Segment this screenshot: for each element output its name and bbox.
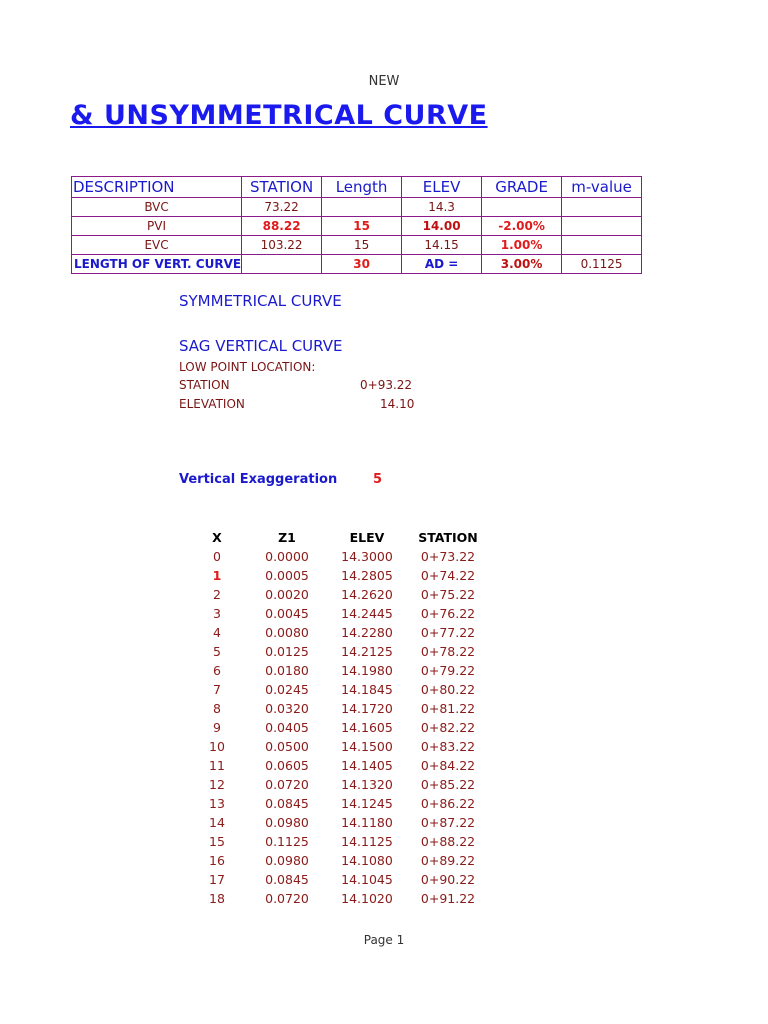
evc-elev: 14.15 (402, 236, 482, 255)
col-header-station: STATION (418, 530, 478, 545)
evc-length: 15 (322, 236, 402, 255)
bvc-elev: 14.3 (402, 198, 482, 217)
z1-cell: 0.0980 (265, 853, 309, 868)
table-row (186, 889, 488, 908)
bvc-m (562, 198, 642, 217)
x-cell: 4 (213, 625, 221, 640)
elev-cell: 14.1720 (341, 701, 393, 716)
length-row-station (242, 255, 322, 274)
x-cell: 18 (209, 891, 225, 906)
elev-cell: 14.1500 (341, 739, 393, 754)
z1-cell: 0.0405 (265, 720, 309, 735)
col-header-z1: Z1 (278, 530, 296, 545)
summary-row-evc (72, 236, 642, 255)
station-cell: 0+82.22 (420, 720, 476, 735)
bvc-length (322, 198, 402, 217)
station-cell: 0+80.22 (420, 682, 476, 697)
sag-curve-heading: SAG VERTICAL CURVE (179, 337, 343, 355)
summary-table (71, 176, 642, 274)
x-cell: 2 (213, 587, 221, 602)
table-row (186, 870, 488, 889)
station-cell: 0+79.22 (420, 663, 476, 678)
station-cell: 0+73.22 (420, 549, 476, 564)
station-cell: 0+91.22 (420, 891, 476, 906)
x-cell: 7 (213, 682, 221, 697)
table-row (186, 737, 488, 756)
elev-cell: 14.2805 (341, 568, 393, 583)
pvi-length: 15 (322, 217, 402, 236)
table-row (186, 832, 488, 851)
summary-header-row (72, 177, 642, 198)
evc-station: 103.22 (242, 236, 322, 255)
col-header-description: DESCRIPTION (72, 177, 242, 198)
data-header-row (186, 528, 488, 547)
station-cell: 0+87.22 (420, 815, 476, 830)
col-header-length: Length (322, 177, 402, 198)
x-cell: 9 (213, 720, 221, 735)
page-number: Page 1 (363, 933, 405, 947)
elev-cell: 14.1125 (341, 834, 393, 849)
z1-cell: 0.0500 (265, 739, 309, 754)
x-cell: 14 (209, 815, 225, 830)
station-cell: 0+90.22 (420, 872, 476, 887)
vertical-exaggeration-value: 5 (373, 472, 383, 487)
station-cell: 0+81.22 (420, 701, 476, 716)
table-row (186, 661, 488, 680)
elev-cell: 14.1605 (341, 720, 393, 735)
z1-cell: 0.0720 (265, 891, 309, 906)
elev-cell: 14.1405 (341, 758, 393, 773)
z1-cell: 0.0180 (265, 663, 309, 678)
length-row-m: 0.1125 (562, 255, 642, 274)
x-cell: 16 (209, 853, 225, 868)
z1-cell: 0.0005 (265, 568, 309, 583)
elevation-label: ELEVATION (179, 397, 245, 411)
station-cell: 0+76.22 (420, 606, 476, 621)
z1-cell: 0.0125 (265, 644, 309, 659)
z1-cell: 0.0980 (265, 815, 309, 830)
table-row (186, 680, 488, 699)
length-row-length: 30 (322, 255, 402, 274)
elev-cell: 14.1320 (341, 777, 393, 792)
station-cell: 0+84.22 (420, 758, 476, 773)
x-cell: 1 (212, 568, 222, 583)
x-cell: 10 (209, 739, 225, 754)
z1-cell: 0.0320 (265, 701, 309, 716)
elev-cell: 14.3000 (341, 549, 393, 564)
summary-row-bvc (72, 198, 642, 217)
station-value: 0+93.22 (360, 378, 413, 392)
elev-cell: 14.1080 (341, 853, 393, 868)
z1-cell: 0.0080 (265, 625, 309, 640)
elev-cell: 14.1045 (341, 872, 393, 887)
station-cell: 0+86.22 (420, 796, 476, 811)
station-label: STATION (179, 378, 230, 392)
z1-cell: 0.0020 (265, 587, 309, 602)
elev-cell: 14.1845 (341, 682, 393, 697)
x-cell: 15 (209, 834, 225, 849)
summary-row-pvi (72, 217, 642, 236)
pvi-elev: 14.00 (402, 217, 482, 236)
pvi-desc: PVI (72, 217, 242, 236)
table-row (186, 566, 488, 585)
elev-cell: 14.2125 (341, 644, 393, 659)
col-header-station: STATION (242, 177, 322, 198)
elevation-value: 14.10 (380, 397, 415, 411)
x-cell: 11 (209, 758, 225, 773)
table-row (186, 756, 488, 775)
elev-cell: 14.2445 (341, 606, 393, 621)
length-row-grade: 3.00% (482, 255, 562, 274)
station-cell: 0+83.22 (420, 739, 476, 754)
pvi-station: 88.22 (242, 217, 322, 236)
elev-cell: 14.2280 (341, 625, 393, 640)
table-row (186, 718, 488, 737)
table-row (186, 851, 488, 870)
col-header-x: X (212, 530, 222, 545)
bvc-grade (482, 198, 562, 217)
z1-cell: 0.0000 (265, 549, 309, 564)
z1-cell: 0.0845 (265, 872, 309, 887)
station-cell: 0+85.22 (420, 777, 476, 792)
bvc-desc: BVC (72, 198, 242, 217)
col-header-elev: ELEV (349, 530, 385, 545)
page-title: & UNSYMMETRICAL CURVE (70, 100, 488, 131)
station-cell: 0+77.22 (420, 625, 476, 640)
header-label: NEW (368, 74, 400, 89)
vertical-exaggeration-label: Vertical Exaggeration (179, 472, 338, 487)
x-cell: 13 (209, 796, 225, 811)
elev-cell: 14.1180 (341, 815, 393, 830)
x-cell: 17 (209, 872, 225, 887)
station-cell: 0+88.22 (420, 834, 476, 849)
col-header-elev: ELEV (402, 177, 482, 198)
elev-cell: 14.1245 (341, 796, 393, 811)
station-cell: 0+74.22 (420, 568, 476, 583)
z1-cell: 0.0720 (265, 777, 309, 792)
bvc-station: 73.22 (242, 198, 322, 217)
z1-cell: 0.0245 (265, 682, 309, 697)
z1-cell: 0.0045 (265, 606, 309, 621)
pvi-m (562, 217, 642, 236)
table-row (186, 623, 488, 642)
table-row (186, 699, 488, 718)
table-row (186, 642, 488, 661)
x-cell: 6 (213, 663, 221, 678)
z1-cell: 0.0845 (265, 796, 309, 811)
x-cell: 0 (213, 549, 221, 564)
table-row (186, 604, 488, 623)
evc-grade: 1.00% (482, 236, 562, 255)
evc-m (562, 236, 642, 255)
length-of-curve-text: LENGTH OF VERT. CURVE (74, 257, 242, 271)
table-row (186, 547, 488, 566)
pvi-grade: -2.00% (482, 217, 562, 236)
curve-data-table (186, 528, 488, 908)
evc-desc: EVC (72, 236, 242, 255)
table-row (186, 813, 488, 832)
symmetrical-curve-heading: SYMMETRICAL CURVE (179, 292, 342, 310)
station-cell: 0+78.22 (420, 644, 476, 659)
col-header-grade: GRADE (482, 177, 562, 198)
length-row-ad: AD = (402, 255, 482, 274)
low-point-label: LOW POINT LOCATION: (179, 360, 316, 374)
station-cell: 0+75.22 (420, 587, 476, 602)
elev-cell: 14.2620 (341, 587, 393, 602)
elev-cell: 14.1020 (341, 891, 393, 906)
x-cell: 12 (209, 777, 225, 792)
summary-row-length (72, 255, 642, 274)
table-row (186, 585, 488, 604)
table-row (186, 794, 488, 813)
x-cell: 3 (213, 606, 221, 621)
col-header-m-value: m-value (562, 177, 642, 198)
length-of-curve-label (72, 255, 242, 274)
station-cell: 0+89.22 (420, 853, 476, 868)
elev-cell: 14.1980 (341, 663, 393, 678)
z1-cell: 0.0605 (265, 758, 309, 773)
x-cell: 5 (213, 644, 221, 659)
z1-cell: 0.1125 (265, 834, 309, 849)
table-row (186, 775, 488, 794)
x-cell: 8 (213, 701, 221, 716)
